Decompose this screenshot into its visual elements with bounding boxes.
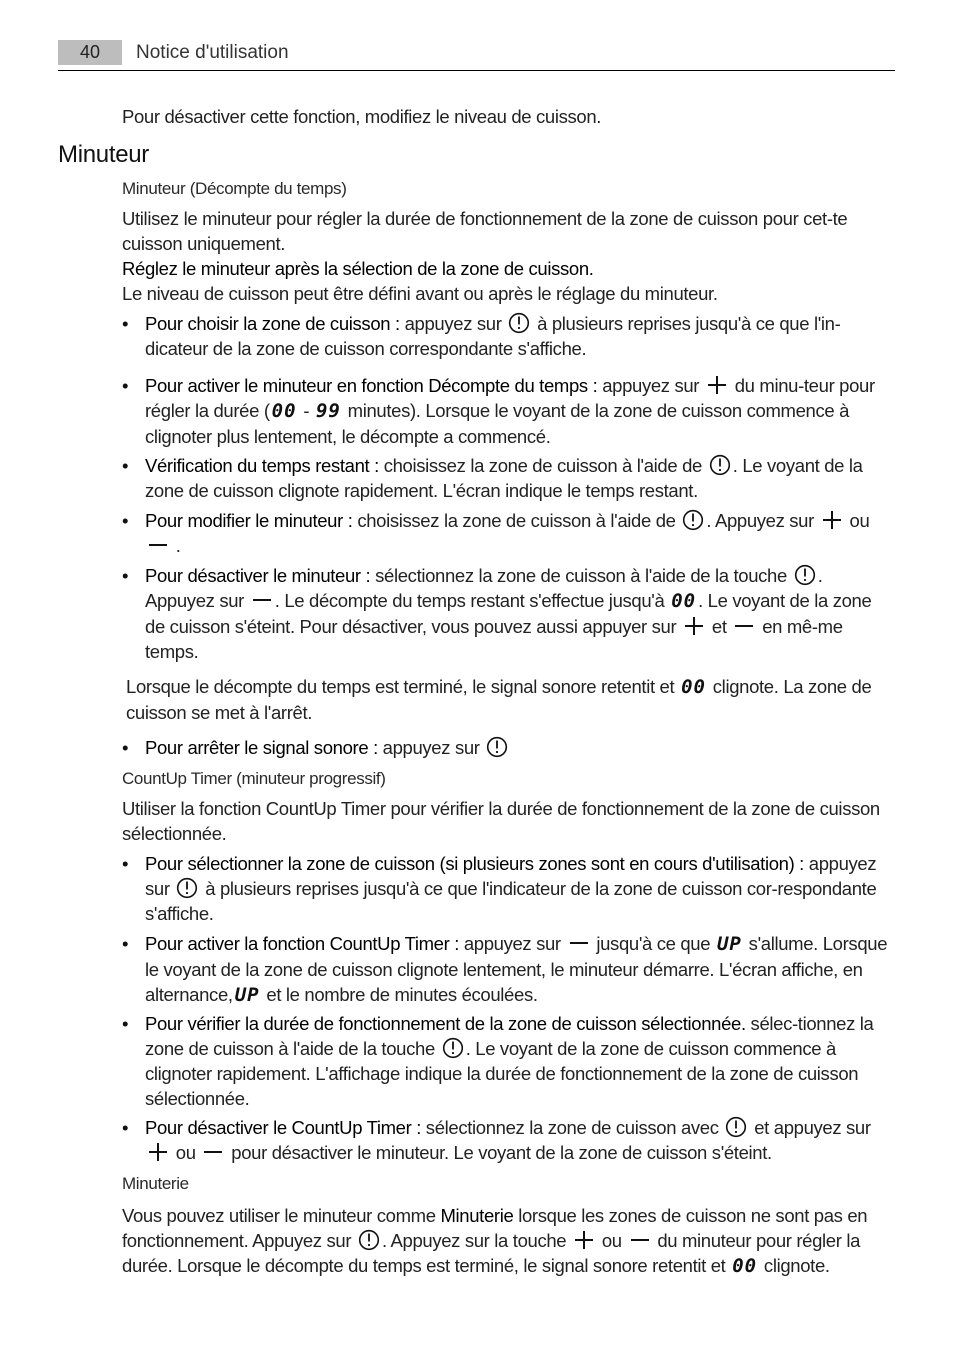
bullet-text: ou	[849, 510, 870, 531]
timer-icon	[176, 877, 198, 899]
bullet-text: à plusieurs reprises jusqu'à ce que l'in-dicateur de la zone de cuisson correspondante s'affiche.	[145, 313, 841, 359]
bullet-heading: Pour vérifier la durée de fonctionnement de la zone de cuisson sélectionnée.	[145, 1013, 746, 1034]
bullet-text: choisissez la zone de cuisson à l'aide de	[383, 455, 702, 476]
display-00-symbol: 00	[681, 676, 706, 698]
timer-icon	[682, 509, 704, 531]
page-number: 40	[58, 40, 122, 65]
paragraph-text: ou	[601, 1230, 622, 1251]
plus-icon	[147, 1141, 169, 1163]
plus-icon	[706, 374, 728, 396]
display-00-symbol: 00	[271, 400, 297, 422]
paragraph-strong: Minuterie	[440, 1205, 514, 1226]
countup-paragraph-1: Utiliser la fonction CountUp Timer pour vérifier la durée de fonctionnement de la zone de cuisson sélectionnée.	[122, 798, 880, 844]
paragraph-text: Lorsque le décompte du temps est terminé, le signal sonore retentit et	[126, 676, 675, 697]
bullet-text: et appuyez sur	[754, 1117, 871, 1138]
bullet-heading: Pour activer le minuteur en fonction Décompte du temps :	[145, 375, 598, 396]
bullet-text: sélectionnez la zone de cuisson avec	[425, 1117, 719, 1138]
bullet-text: jusqu'à ce que	[596, 933, 711, 954]
page-header	[58, 40, 895, 71]
bullet-text: . Le voyant de la zone de cuisson commence à clignoter rapidement. L'affichage indique la durée de fonctionnement de la zone de cuisson sélectionnée.	[145, 1038, 859, 1109]
timer-icon	[358, 1229, 380, 1251]
countup-bullet-activate	[122, 931, 894, 1008]
paragraph-text: Vous pouvez utiliser le minuteur comme	[122, 1205, 436, 1226]
timer-icon	[725, 1116, 747, 1138]
timer-icon	[709, 454, 731, 476]
countdown-subtitle: Minuteur (Décompte du temps)	[122, 179, 347, 198]
bullet-text: -	[303, 400, 310, 421]
countdown-bullet-select-zone	[122, 311, 894, 361]
timer-icon	[794, 564, 816, 586]
bullet-heading: Pour choisir la zone de cuisson :	[145, 313, 400, 334]
minus-icon	[202, 1141, 224, 1163]
paragraph-text: . Appuyez sur la touche	[381, 1230, 567, 1251]
countdown-bullet-modify	[122, 508, 894, 558]
bullet-text: du minu-teur pour régler la durée (	[145, 375, 875, 421]
running-title: Notice d'utilisation	[136, 42, 289, 63]
bullet-text: en mê-me temps.	[145, 616, 843, 662]
countup-bullet-select-zone	[122, 851, 894, 926]
bullet-text: pour désactiver le minuteur. Le voyant de la zone de cuisson s'éteint.	[231, 1142, 772, 1163]
bullet-text: minutes). Lorsque le voyant de la zone de cuisson commence à clignoter plus lentement, le décompte a commencé.	[145, 400, 850, 447]
display-99-symbol: 99	[315, 400, 341, 422]
paragraph-text: clignote.	[763, 1255, 830, 1276]
bullet-text: à plusieurs reprises jusqu'à ce que l'indicateur de la zone de cuisson cor-respondante s'affiche.	[145, 878, 877, 924]
display-00-symbol: 00	[732, 1255, 758, 1277]
countdown-paragraph-3: Le niveau de cuisson peut être défini avant ou après le réglage du minuteur.	[122, 283, 718, 304]
section-title: Minuteur	[58, 141, 149, 168]
paragraph-text: lorsque les zones de cuisson ne sont pas en fonctionnement. Appuyez sur	[122, 1205, 868, 1251]
bullet-text: ou	[175, 1142, 196, 1163]
bullet-text: et	[711, 616, 727, 637]
bullet-heading: Pour désactiver le minuteur :	[145, 565, 371, 586]
bullet-heading: Vérification du temps restant :	[145, 455, 379, 476]
bullet-text: . Le décompte du temps restant s'effectue jusqu'à	[274, 590, 665, 611]
bullet-heading: Pour modifier le minuteur :	[145, 510, 353, 531]
bullet-text: . Appuyez sur	[145, 565, 823, 611]
countup-subtitle: CountUp Timer (minuteur progressif)	[122, 769, 386, 788]
bullet-text: appuyez sur	[463, 933, 561, 954]
bullet-text: . Le voyant de la zone de cuisson clignote rapidement. L'écran indique le temps restant.	[145, 455, 863, 501]
plus-icon	[683, 615, 705, 637]
minus-icon	[147, 534, 169, 556]
bullet-text: et le nombre de minutes écoulées.	[266, 984, 538, 1005]
paragraph-text: clignote. La zone de cuisson se met à l'arrêt.	[126, 676, 872, 723]
display-up-symbol: UP	[234, 984, 260, 1006]
countdown-paragraph-2: Réglez le minuteur après la sélection de la zone de cuisson.	[122, 258, 594, 279]
display-up-symbol: UP	[716, 933, 742, 955]
plus-icon	[573, 1229, 595, 1251]
minuterie-paragraph	[122, 1203, 894, 1279]
bullet-heading: Pour sélectionner la zone de cuisson (si plusieurs zones sont en cours d'utilisation) :	[145, 853, 804, 874]
bullet-text: . Le voyant de la zone de cuisson s'éteint. Pour désactiver, vous pouvez aussi appuyer sur	[145, 590, 872, 637]
minuterie-subtitle: Minuterie	[122, 1174, 189, 1193]
bullet-text: s'allume. Lorsque le voyant de la zone de cuisson clignote lentement, le minuteur démarre. L'écran affiche, en alternance,	[145, 933, 888, 1005]
bullet-text: appuyez sur	[382, 737, 480, 758]
bullet-text: appuyez sur	[145, 853, 877, 899]
bullet-text: choisissez la zone de cuisson à l'aide de	[357, 510, 676, 531]
countdown-paragraph-1: Utilisez le minuteur pour régler la durée de fonctionnement de la zone de cuisson pour cet-te cuisson uniquement.	[122, 208, 848, 254]
countdown-end-paragraph	[126, 674, 886, 725]
bullet-heading: Pour désactiver le CountUp Timer :	[145, 1117, 421, 1138]
display-00-symbol: 00	[671, 590, 697, 612]
bullet-text: sélec-tionnez la zone de cuisson à l'aide de la touche	[145, 1013, 874, 1059]
timer-icon	[508, 312, 530, 334]
countdown-bullet-activate	[122, 373, 894, 449]
bullet-text: appuyez sur	[602, 375, 700, 396]
countup-bullet-check	[122, 1011, 894, 1111]
timer-icon	[442, 1037, 464, 1059]
bullet-text: sélectionnez la zone de cuisson à l'aide de la touche	[375, 565, 787, 586]
timer-icon	[486, 736, 508, 758]
countup-bullet-deactivate	[122, 1115, 894, 1165]
minus-icon	[733, 615, 755, 637]
minus-icon	[629, 1229, 651, 1251]
minus-icon	[251, 589, 273, 611]
countdown-bullet-deactivate	[122, 563, 894, 664]
plus-icon	[821, 509, 843, 531]
bullet-heading: Pour activer la fonction CountUp Timer :	[145, 933, 460, 954]
bullet-text: . Appuyez sur	[706, 510, 814, 531]
bullet-text: .	[175, 535, 181, 556]
intro-paragraph: Pour désactiver cette fonction, modifiez le niveau de cuisson.	[122, 106, 602, 127]
bullet-text: appuyez sur	[404, 313, 502, 334]
minus-icon	[568, 932, 590, 954]
countdown-bullet-check	[122, 453, 894, 503]
countdown-bullet-stop-signal	[122, 735, 894, 760]
bullet-heading: Pour arrêter le signal sonore :	[145, 737, 378, 758]
paragraph-text: du minuteur pour régler la durée. Lorsque le décompte du temps est terminé, le signal sonore retentit et	[122, 1230, 861, 1276]
